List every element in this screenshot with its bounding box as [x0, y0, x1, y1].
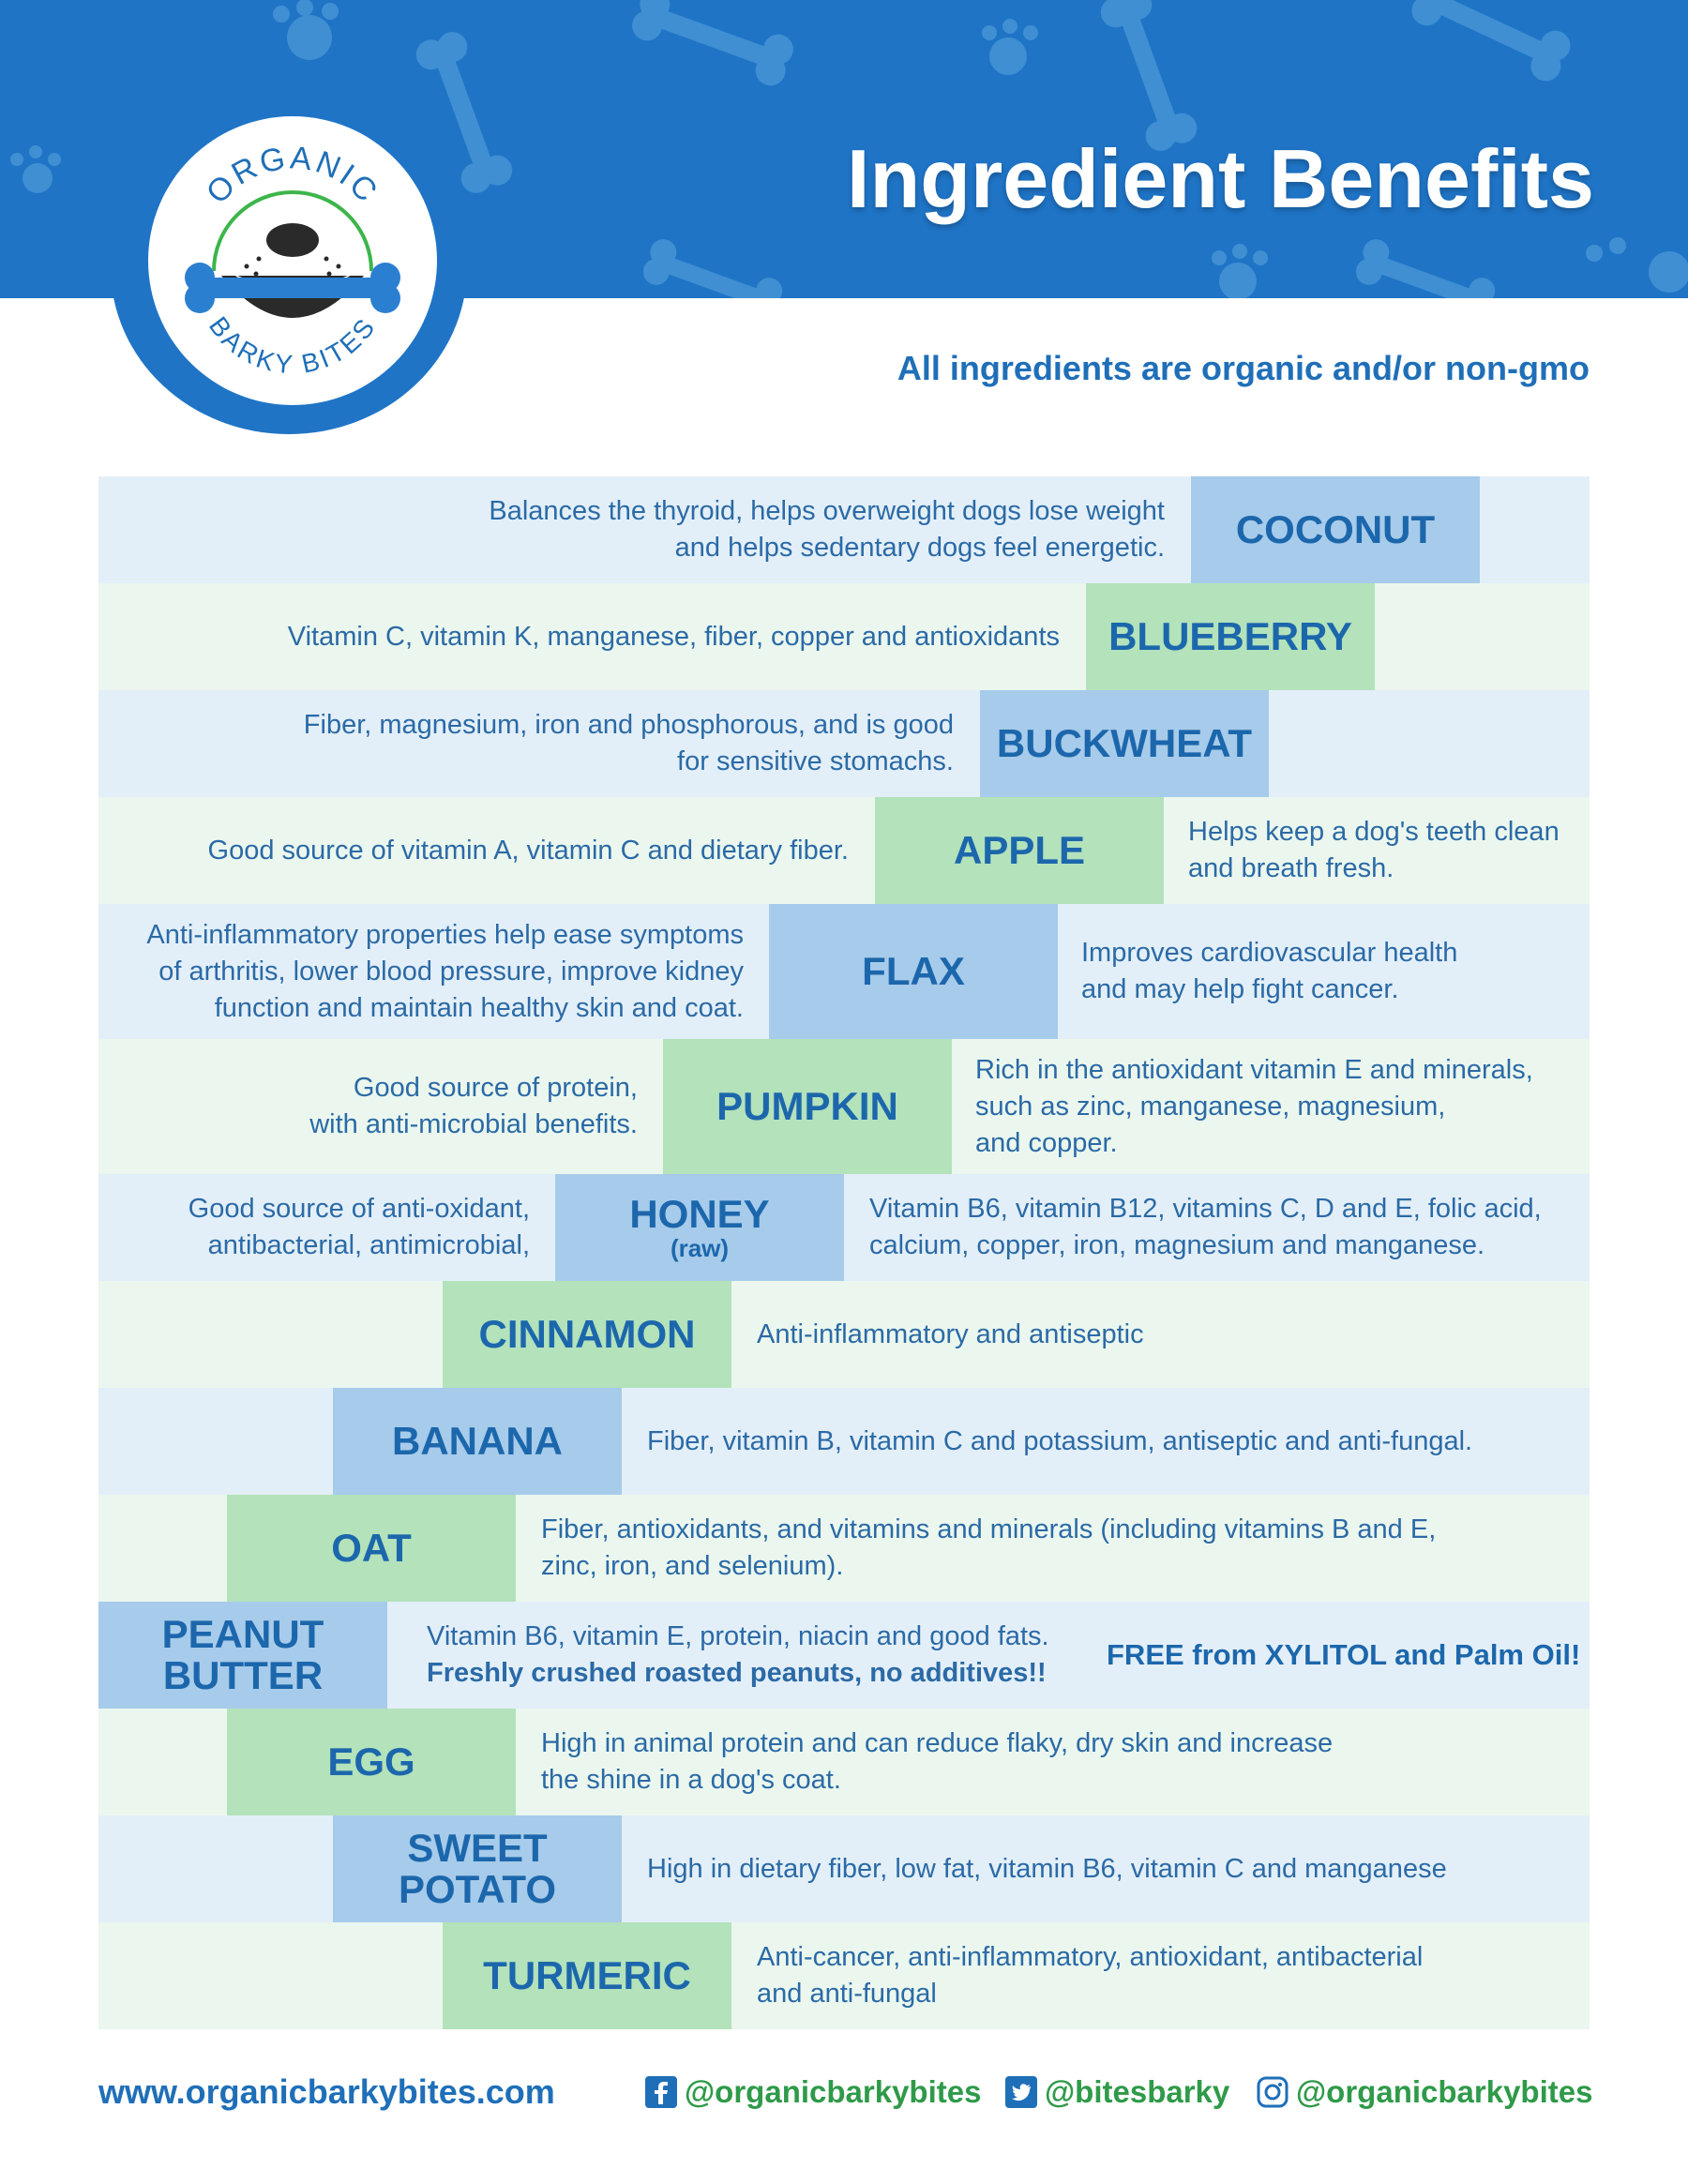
- table-row: [98, 690, 1590, 797]
- benefit-text-right: Vitamin B6, vitamin E, protein, niacin and good fats. Freshly crushed roasted peanuts, no additives!!: [427, 1621, 1049, 1688]
- benefit-text-right: Fiber, antioxidants, and vitamins and minerals (including vitamins B and E, zinc, iron, and selenium).: [541, 1514, 1437, 1581]
- benefit-text-left: Good source of vitamin A, vitamin C and dietary fiber.: [207, 835, 849, 866]
- ingredient-label: COCONUT: [1191, 476, 1480, 583]
- facebook-link[interactable]: @organicbarkybites: [645, 2074, 981, 2110]
- benefit-text-left: Balances the thyroid, helps overweight dogs lose weight and helps sedentary dogs feel energetic.: [489, 496, 1165, 563]
- table-row: [98, 1709, 1590, 1815]
- ingredient-label: SWEET POTATO: [333, 1815, 622, 1922]
- table-row: [98, 904, 1590, 1039]
- facebook-icon: [645, 2076, 677, 2108]
- ingredient-label: PUMPKIN: [663, 1039, 952, 1174]
- benefit-text-right: Anti-inflammatory and antiseptic: [757, 1318, 1144, 1349]
- table-row: [98, 1388, 1590, 1495]
- table-row: [98, 1815, 1590, 1922]
- benefit-text-right: Rich in the antioxidant vitamin E and minerals, such as zinc, manganese, magnesium, and copper.: [975, 1054, 1533, 1158]
- svg-text:ORGANIC: ORGANIC: [199, 140, 386, 211]
- ingredient-label: BUCKWHEAT: [980, 690, 1269, 797]
- ingredient-label: PEANUT BUTTER: [98, 1602, 387, 1709]
- twitter-link[interactable]: @bitesbarky: [1005, 2074, 1229, 2110]
- table-row: [98, 1281, 1590, 1388]
- table-row: [98, 476, 1590, 583]
- table-row: [98, 583, 1590, 690]
- table-row: [98, 1174, 1590, 1281]
- instagram-icon: [1257, 2076, 1289, 2108]
- ingredient-label: BANANA: [333, 1388, 622, 1495]
- benefit-text-left: Good source of anti-oxidant, antibacterial, antimicrobial,: [188, 1194, 530, 1260]
- benefit-text-left: Vitamin C, vitamin K, manganese, fiber, copper and antioxidants: [287, 621, 1060, 652]
- website-link[interactable]: www.organicbarkybites.com: [98, 2072, 555, 2111]
- page-title: Ingredient Benefits: [847, 132, 1594, 225]
- table-row: [98, 1922, 1590, 2029]
- benefit-text-right: Fiber, vitamin B, vitamin C and potassium, antiseptic and anti-fungal.: [647, 1425, 1473, 1456]
- benefit-text-right: Vitamin B6, vitamin B12, vitamins C, D and E, folic acid, calcium, copper, iron, magnesium and manganese.: [869, 1194, 1542, 1260]
- instagram-link[interactable]: @organicbarkybites: [1257, 2074, 1592, 2110]
- ingredient-label: HONEY (raw): [555, 1174, 844, 1281]
- ingredient-label: EGG: [227, 1709, 516, 1815]
- table-row: [98, 1495, 1590, 1602]
- allergen-free-note: FREE from XYLITOL and Palm Oil!: [1107, 1638, 1581, 1671]
- benefit-text-left: Fiber, magnesium, iron and phosphorous, and is good for sensitive stomachs.: [303, 710, 954, 776]
- table-row: [98, 797, 1590, 904]
- benefit-text-right: High in animal protein and can reduce flaky, dry skin and increase the shine in a dog's coat.: [541, 1728, 1334, 1795]
- table-row: [98, 1602, 1590, 1709]
- benefit-text-right: High in dietary fiber, low fat, vitamin B6, vitamin C and manganese: [647, 1853, 1447, 1884]
- twitter-icon: [1005, 2076, 1037, 2108]
- logo: [148, 116, 437, 405]
- table-row: [98, 1039, 1590, 1174]
- benefit-text-left: Anti-inflammatory properties help ease symptoms of arthritis, lower blood pressure, improve kidney function and maintain healthy skin and coat.: [146, 919, 744, 1023]
- benefit-text-right: Improves cardiovascular health and may help fight cancer.: [1081, 938, 1458, 1004]
- ingredient-label: OAT: [227, 1495, 516, 1602]
- benefit-text-left: Good source of protein, with anti-microbial benefits.: [309, 1073, 638, 1139]
- benefit-text-right: Anti-cancer, anti-inflammatory, antioxidant, antibacterial and anti-fungal: [757, 1942, 1424, 2009]
- subtitle: All ingredients are organic and/or non-gmo: [897, 349, 1590, 387]
- ingredient-label: BLUEBERRY: [1086, 583, 1375, 690]
- benefit-text-right: Helps keep a dog's teeth clean and breath fresh.: [1188, 817, 1560, 883]
- ingredient-label: CINNAMON: [443, 1281, 731, 1388]
- ingredient-label: APPLE: [875, 797, 1164, 904]
- ingredient-label: FLAX: [769, 904, 1058, 1039]
- svg-text:BARKY BITES: BARKY BITES: [203, 311, 383, 380]
- ingredient-label: TURMERIC: [443, 1922, 731, 2029]
- dog-bone-logo-icon: [148, 116, 437, 405]
